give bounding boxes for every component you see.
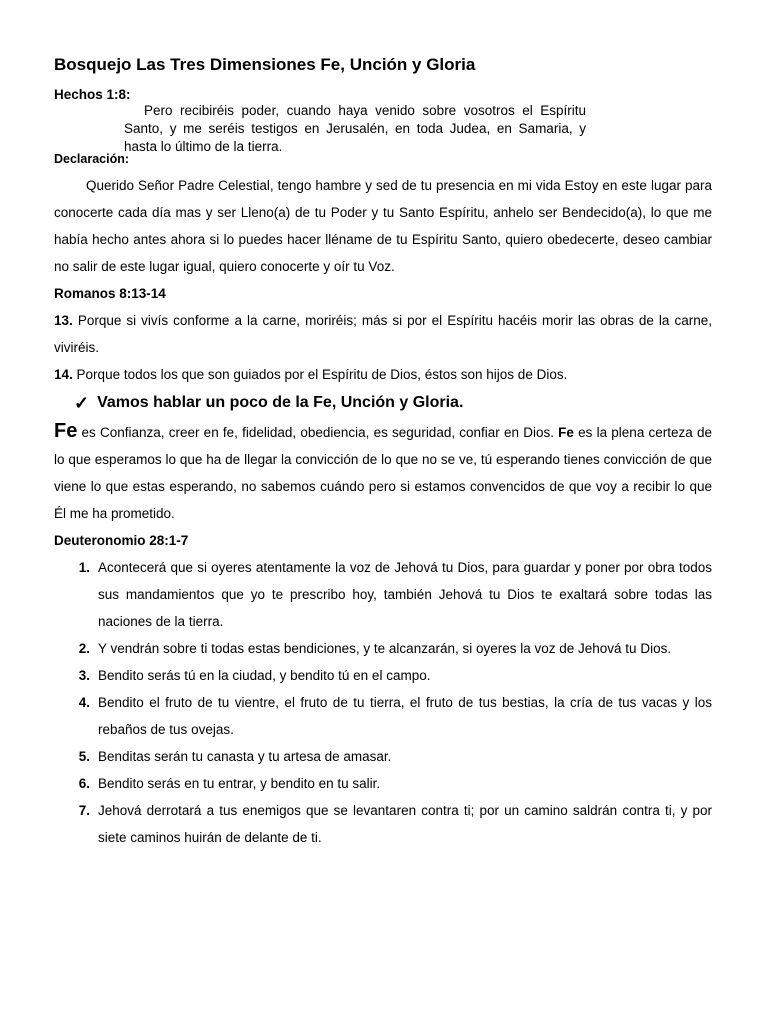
item-text: Y vendrán sobre ti todas estas bendiciones, y te alcanzarán, si oyeres la voz de Jehová tu Dios.	[98, 641, 672, 656]
fe-small-word: Fe	[558, 425, 574, 440]
deuteronomio-heading: Deuteronomio 28:1-7	[54, 533, 189, 548]
item-number: 1.	[78, 560, 90, 575]
checkmark-icon: ✓	[74, 393, 90, 413]
romanos-verse-13	[54, 307, 712, 361]
item-text: Jehová derrotará a tus enemigos que se levantaren contra ti; por un camino saldrán contra ti, y por siete caminos huirán de delante de ti.	[98, 803, 712, 845]
fe-big-word: Fe	[54, 420, 78, 442]
list-item	[54, 743, 712, 770]
verse-number: 13.	[54, 313, 73, 328]
declaracion-text: Querido Señor Padre Celestial, tengo hambre y sed de tu presencia en mi vida Estoy en este lugar para conocerte cada día mas y ser Lleno(a) de tu Poder y tu Santo Espíritu, anhelo ser Bendecido(a), lo que me había hecho antes ahora si lo puedes hacer lléname de tu Espíritu Santo, quiero obedecerte, deseo cambiar no salir de este lugar igual, quiero conocerte y oír tu Voz.	[54, 178, 712, 274]
list-item	[54, 554, 712, 635]
item-number: 5.	[78, 749, 90, 764]
item-number: 4.	[78, 695, 90, 710]
item-number: 6.	[78, 776, 90, 791]
verse-text: Porque si vivís conforme a la carne, moriréis; más si por el Espíritu hacéis morir las obras de la carne, viviréis.	[54, 313, 712, 355]
item-number: 7.	[78, 803, 90, 818]
fe-text-2: es la plena certeza de lo que esperamos lo que ha de llegar la convicción de lo que no se ve, tú esperando tienes convicción de que viene lo que estas esperando, no sabemos cuándo pero si estamos convencidos de que voy a recibir lo que Él me ha prometido.	[54, 425, 713, 521]
list-item	[54, 635, 712, 662]
item-text: Bendito serás en tu entrar, y bendito en tu salir.	[98, 776, 381, 791]
verse-number: 14.	[54, 367, 73, 382]
document-page	[54, 52, 712, 851]
item-text: Acontecerá que si oyeres atentamente la voz de Jehová tu Dios, para guardar y poner por obra todos sus mandamientos que yo te prescribo hoy, también Jehová tu Dios te exaltará sobre todas las naciones de la tierra.	[98, 560, 712, 629]
item-text: Bendito serás tú en la ciudad, y bendito tú en el campo.	[98, 668, 431, 683]
list-item	[54, 689, 712, 743]
item-number: 2.	[78, 641, 90, 656]
hechos-heading: Hechos 1:8:	[54, 87, 131, 102]
list-item	[54, 770, 712, 797]
item-text: Benditas serán tu canasta y tu artesa de amasar.	[98, 749, 392, 764]
verse-text: Porque todos los que son guiados por el Espíritu de Dios, éstos son hijos de Dios.	[76, 367, 568, 382]
fe-paragraph	[54, 418, 712, 527]
romanos-verse-14	[54, 361, 712, 388]
romanos-heading: Romanos 8:13-14	[54, 286, 166, 301]
item-number: 3.	[78, 668, 90, 683]
fe-text-1: es Confianza, creer en fe, fidelidad, obediencia, es seguridad, confiar en Dios.	[77, 425, 559, 440]
list-item	[54, 662, 712, 689]
item-text: Bendito el fruto de tu vientre, el fruto de tu tierra, el fruto de tus bestias, la cría de tus vacas y los rebaños de tus ovejas.	[98, 695, 712, 737]
vamos-text: Vamos hablar un poco de la Fe, Unción y Gloria.	[97, 394, 464, 411]
vamos-heading	[74, 388, 712, 418]
hechos-quote: Pero recibiréis poder, cuando haya venido sobre vosotros el Espíritu Santo, y me seréis testigos en Jerusalén, en toda Judea, en Samaria, y hasta lo último de la tierra.	[124, 103, 586, 154]
declaracion-heading: Declaración:	[54, 152, 130, 166]
list-item	[54, 797, 712, 851]
deuteronomio-list	[54, 554, 712, 851]
document-title: Bosquejo Las Tres Dimensiones Fe, Unción y Gloria	[54, 55, 476, 74]
